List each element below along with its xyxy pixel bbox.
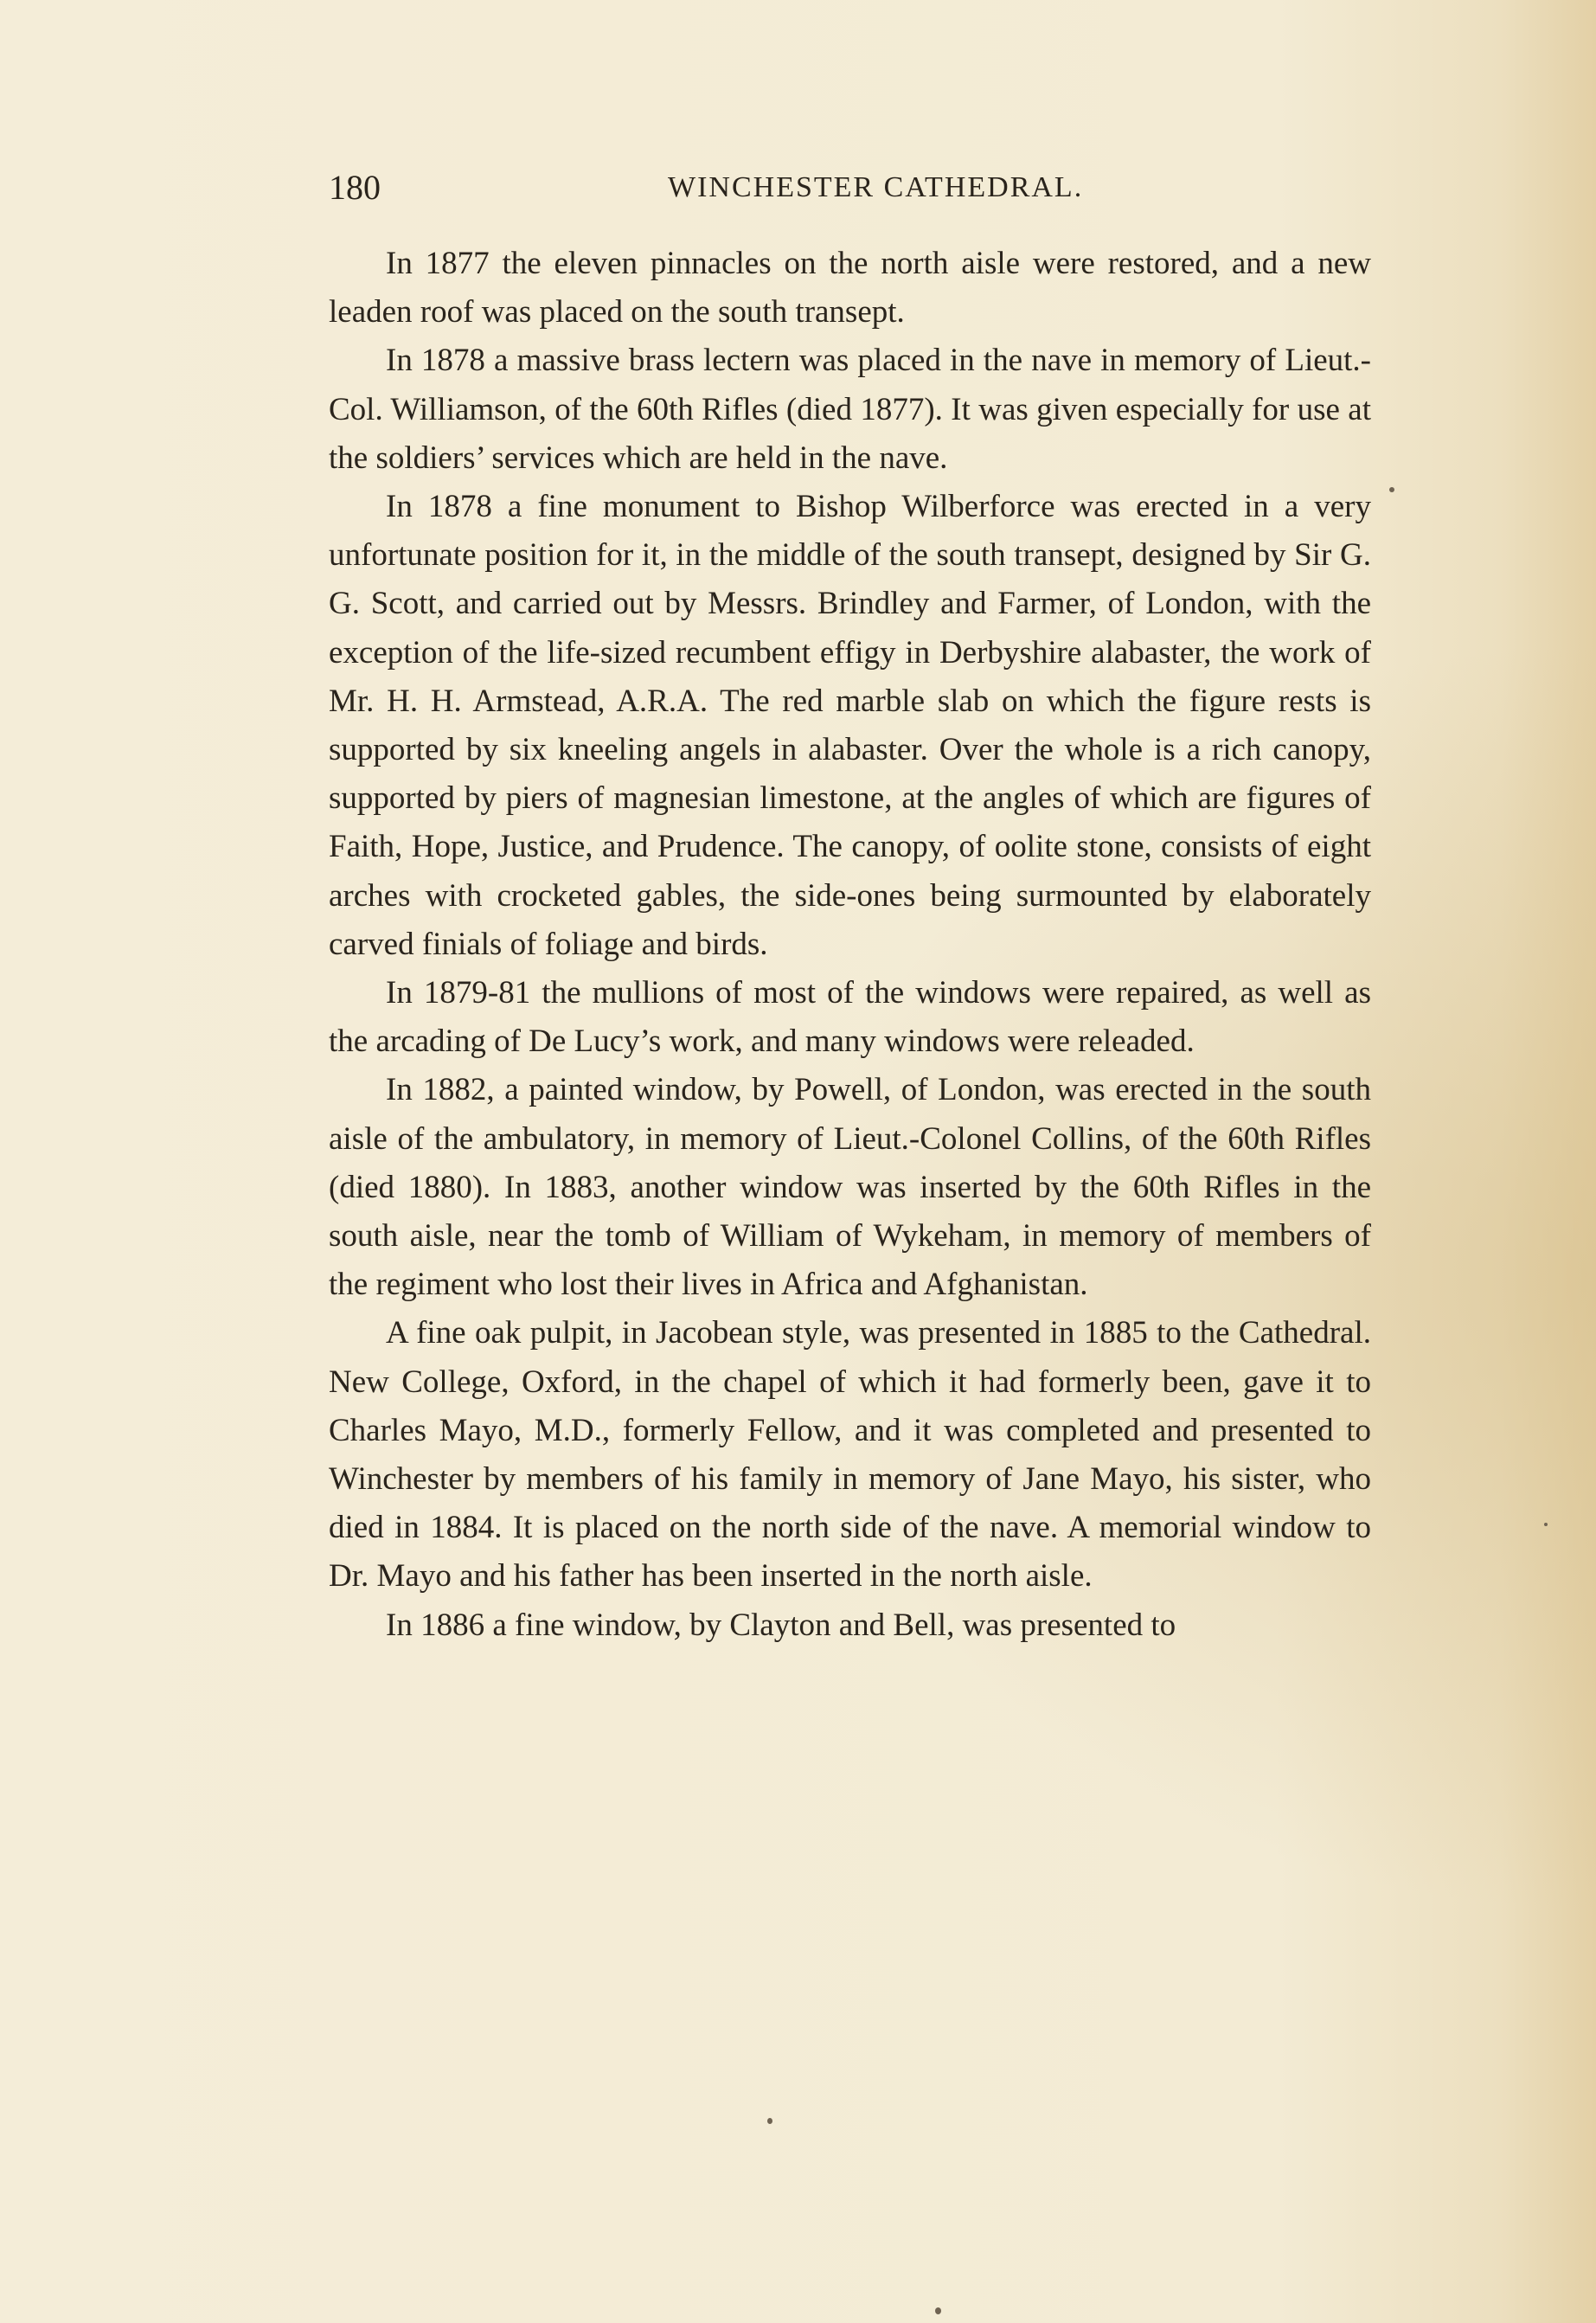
paper-speck <box>935 2307 941 2314</box>
paragraph-1877-pinnacles: In 1877 the eleven pinnacles on the north aisle were restored, and a new leaden roof was placed on the south transept. <box>329 246 1371 330</box>
running-title: WINCHESTER CATHEDRAL. <box>668 171 1084 203</box>
paragraph-1882-windows: In 1882, a painted window, by Powell, of London, was erected in the south aisle of the ambulatory, in memory of Lieut.-Colonel Collins, of the 60th Rifles (died 1880). In 1883, another window was inserted by the 60th Rifles in the south aisle, near the tomb of William of Wykeham, in memory of members of the regiment who lost their lives in Africa and Afghanistan. <box>329 1072 1371 1303</box>
page-number: 180 <box>329 168 381 207</box>
body-text <box>329 240 1371 1650</box>
paragraph-1879-mullions: In 1879-81 the mullions of most of the windows were repaired, as well as the arcading of De Lucy’s work, and many windows were releaded. <box>329 975 1371 1060</box>
paper-speck <box>1389 487 1394 492</box>
page-header <box>329 166 1384 209</box>
paragraph-oak-pulpit: A fine oak pulpit, in Jacobean style, was presented in 1885 to the Cathedral. New College, Oxford, in the chapel of which it had formerly been, gave it to Charles Mayo, M.D., formerly Fellow, and it was completed and presented to Winchester by members of his family in memory of Jane Mayo, his sister, who died in 1884. It is placed on the north side of the nave. A memorial window to Dr. Mayo and his father has been inserted in the north aisle. <box>329 1315 1371 1595</box>
paper-speck <box>767 2118 772 2124</box>
paragraph-1878-wilberforce-monument: In 1878 a fine monument to Bishop Wilberforce was erected in a very unfortunate position for it, in the middle of the south transept, designed by Sir G. G. Scott, and carried out by Messrs. Brindley and Farmer, of London, with the exception of the life-sized recumbent effigy in Derbyshire alabaster, the work of Mr. H. H. Armstead, A.R.A. The red marble slab on which the figure rests is supported by six kneeling angels in alabaster. Over the whole is a rich canopy, supported by piers of magnesian limestone, at the angles of which are figures of Faith, Hope, Justice, and Prudence. The canopy, of oolite stone, consists of eight arches with crocketed gables, the side-ones being surmounted by elaborately carved finials of foliage and birds. <box>329 489 1371 962</box>
paper-speck <box>1544 1523 1548 1526</box>
paragraph-1878-lectern: In 1878 a massive brass lectern was placed in the nave in memory of Lieut.-Col. Williamson, of the 60th Rifles (died 1877). It was given especially for use at the soldiers’ services which are held in the nave. <box>329 343 1371 476</box>
paragraph-1886-window: In 1886 a fine window, by Clayton and Bell, was presented to <box>386 1607 1176 1643</box>
